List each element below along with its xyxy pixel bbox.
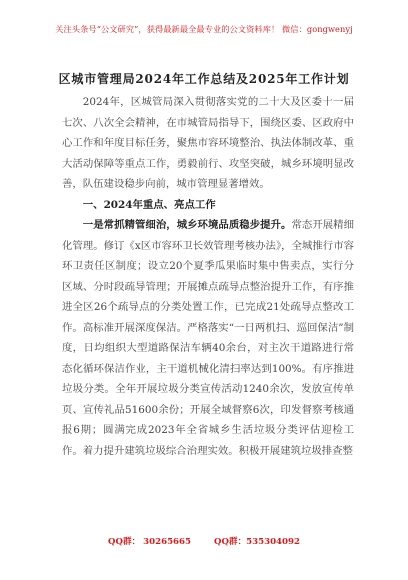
section-heading: 一、2024年重点、亮点工作 (82, 198, 216, 211)
footer-qq-group-1: QQ群： 30265665 (108, 537, 191, 547)
document-body (62, 92, 354, 461)
item-body: 常态开展精细化管理。修订《x区市容环卫长效管理考核办法》，全城推行市容环卫责任区制度；设立20个夏季瓜果临时集中售卖点，实行分区域、分时段疏导管理；开展摊点疏导点整治提升工作，有序推进全区26个疏导点的分类处置工作，已完成21处疏导点整改工作。高标准开展深度保洁。严格落实“一日两机扫、巡回保洁”制度，日均组织大型道路保洁车辆40余台，对主次干道路进行常态化循环保洁作业，主干道机械化清扫率达到100%。有序推进垃圾分类。全年开展垃圾分类宣传活动1240余次，发放宣传单页、宣传礼品51600余份；开展全域督察6次，印发督察考核通报6期；圆满完成2023年全省城乡生活垃圾分类评估迎检工作。着力提升建筑垃圾综合治理实效。积极开展建筑垃圾排查整 (62, 219, 355, 457)
item-paragraph (62, 215, 354, 461)
footer-qq-group-2: QQ群：535304092 (214, 537, 300, 547)
intro-paragraph: 2024年，区城管局深入贯彻落实党的二十大及区委十一届七次、八次全会精神，在市城管局指导下，围绕区委、区政府中心工作和年度目标任务，聚焦市容环境整治、执法体制改革、重大活动保障等重点工作，勇毅前行、攻坚突破，城乡环境明显改善，队伍建设稳步向前，城市管理显著增效。 (62, 96, 354, 190)
item-lead: 一是常抓精管细治，城乡环境品质稳步提升。 (82, 219, 292, 231)
footer-contact (0, 535, 408, 547)
document-title: 区城市管理局2024年工作总结及2025年工作计划 (58, 72, 350, 86)
header-banner: 关注头条号“公文研究”，获得最新最全最专业的公文资料库！ 微信：gongwenyj (55, 24, 353, 34)
